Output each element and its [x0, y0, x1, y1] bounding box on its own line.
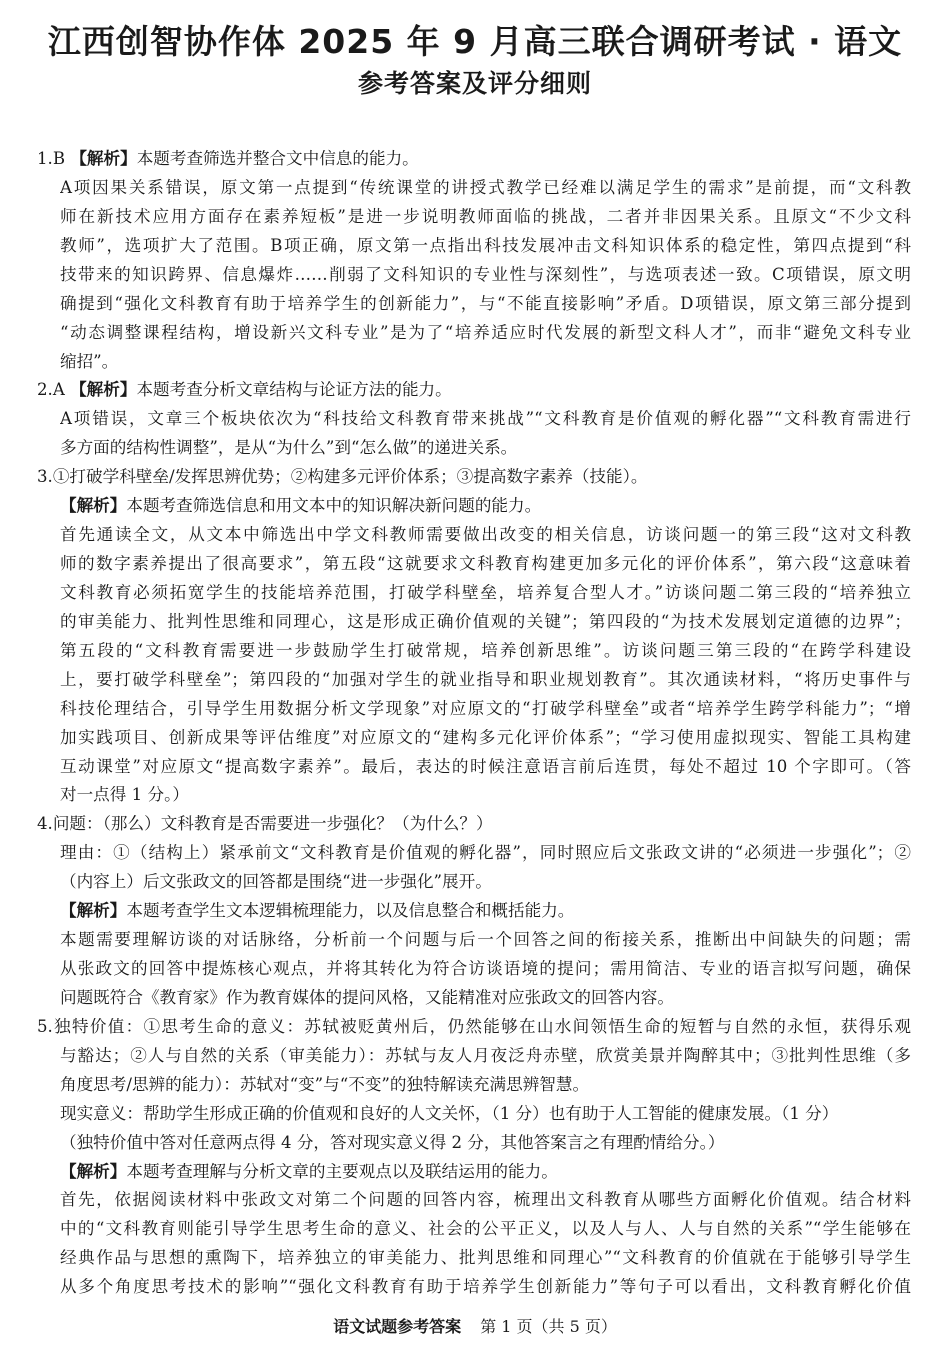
item-number: 5. — [37, 1016, 53, 1036]
text-line — [60, 433, 911, 462]
analysis-tag: 【解析】 — [70, 149, 137, 168]
line-text: 从张政文的回答中提炼核心观点，并将其转化为符合访谈语境的提问；需用简洁、专业的语言拟写问题，确保 — [60, 959, 911, 979]
line-text: （独特价值中答对任意两点得 4 分，答对现实意义得 2 分，其他答案言之有理酌情给分。） — [60, 1132, 725, 1152]
line-text: 理由：①（结构上）紧承前文“文科教育是价值观的孵化器”，同时照应后文张政文讲的“必须进一步强化”；② — [60, 843, 911, 863]
line-text: 中的“文科教育则能引导学生思考生命的意义、社会的公平正义，以及人与人、人与自然的关系”“学生能够在 — [60, 1219, 911, 1239]
text-line — [60, 1099, 911, 1128]
text-line — [60, 1243, 911, 1272]
line-text: 师的数字素养提出了很高要求”，第五段“这就要求文科教育构建更加多元化的评价体系”，第六段“这意味着 — [60, 554, 911, 574]
text-line — [60, 202, 911, 231]
text-line — [60, 983, 911, 1012]
line-text: 问题：（那么）文科教育是否需要进一步强化？（为什么？） — [52, 814, 493, 834]
item-number: 3. — [37, 467, 53, 487]
text-line — [60, 491, 911, 520]
line-text: 现实意义：帮助学生形成正确的价值观和良好的人文关怀，（1 分）也有助于人工智能的健康发展。（1 分） — [60, 1103, 839, 1123]
text-line — [60, 665, 911, 694]
text-line — [37, 1012, 911, 1041]
footer-page-number: 第 1 页（共 5 页） — [480, 1317, 617, 1336]
line-text: ①打破学科壁垒/发挥思辨优势；②构建多元评价体系；③提高数字素养（技能）。 — [52, 467, 648, 487]
line-text: 角度思考/思辨的能力）：苏轼对“变”与“不变”的独特解读充满思辨智慧。 — [60, 1074, 590, 1094]
text-line — [37, 144, 911, 173]
line-text: 经典作品与思想的熏陶下，培养独立的审美能力、批判思维和同理心”“文科教育的价值就在于能够引导学生 — [60, 1248, 911, 1268]
text-line — [60, 752, 911, 781]
analysis-tag: 【解析】 — [70, 380, 137, 400]
document-title: 江西创智协作体 2025 年 9 月高三联合调研考试 · 语文 — [47, 22, 903, 61]
text-line — [60, 173, 911, 202]
text-line — [60, 578, 911, 607]
line-text: 文科教育必须拓宽学生的技能培养范围，打破学科壁垒，培养复合型人才。”访谈问题二第三段的“培养独立 — [60, 582, 911, 602]
text-line — [60, 1157, 911, 1186]
text-line — [60, 1185, 911, 1214]
line-text: 与豁达；②人与自然的关系（审美能力）：苏轼与友人月夜泛舟赤壁，欣赏美景并陶醉其中；③批判性思维（多 — [60, 1045, 911, 1065]
text-line — [60, 896, 911, 925]
line-text: 本题考查筛选并整合文中信息的能力。 — [136, 149, 419, 168]
line-text: 缩招”。 — [60, 351, 119, 371]
footer-doc-name: 语文试题参考答案 — [333, 1317, 462, 1336]
text-line — [60, 260, 911, 289]
page-footer — [0, 1314, 950, 1337]
text-line — [60, 289, 911, 318]
line-text: 对一点得 1 分。） — [60, 785, 189, 805]
line-text: “动态调整课程结构，增设新兴文科专业”是为了“培养适应时代发展的新型文科人才”，而非“避免文科专业 — [60, 322, 911, 342]
text-line — [60, 520, 911, 549]
line-text: 确提到“强化文科教育有助于培养学生的创新能力”，与“不能直接影响”矛盾。D项错误，原文第三部分提到 — [60, 293, 911, 313]
line-text: 第五段的“文科教育需要进一步鼓励学生打破常规，培养创新思维”。访谈问题三第三段的“在跨学科建设 — [60, 640, 911, 660]
line-text: A项错误，文章三个板块依次为“科技给文科教育带来挑战”“文科教育是价值观的孵化器”“文科教育需进行 — [60, 409, 911, 429]
text-line — [60, 404, 911, 433]
item-number: 4. — [37, 814, 53, 834]
text-line — [60, 1041, 911, 1070]
line-text: 教师”，选项扩大了范围。B项正确，原文第一点指出科技发展冲击文科知识体系的稳定性，第四点提到“科 — [60, 235, 911, 255]
text-line — [37, 809, 911, 838]
text-line — [60, 318, 911, 347]
text-line — [60, 780, 911, 809]
text-line — [60, 231, 911, 260]
item-number: 2.A — [37, 380, 71, 400]
text-line — [60, 838, 911, 867]
text-line — [60, 636, 911, 665]
document-subtitle: 参考答案及评分细则 — [357, 69, 592, 98]
line-text: A项因果关系错误，原文第一点提到“传统课堂的讲授式教学已经难以满足学生的需求”是前提，而“文科教 — [60, 177, 911, 197]
text-line — [60, 1272, 911, 1301]
text-line — [37, 375, 911, 404]
text-line — [60, 1214, 911, 1243]
line-text: 本题考查筛选信息和用文本中的知识解决新问题的能力。 — [126, 496, 542, 516]
text-line — [60, 954, 911, 983]
text-line — [37, 462, 911, 491]
line-text: 科技伦理结合，引导学生用数据分析文学现象”对应原文的“打破学科壁垒”或者“培养学生跨学科能力”；“增 — [60, 698, 911, 718]
analysis-tag: 【解析】 — [60, 901, 127, 921]
line-text: 本题考查分析文章结构与论证方法的能力。 — [136, 380, 452, 400]
text-line — [60, 607, 911, 636]
line-text: 师在新技术应用方面存在素养短板”是进一步说明教师面临的挑战，二者并非因果关系。且原文“不少文科 — [60, 206, 911, 226]
text-line — [60, 867, 911, 896]
line-text: 技带来的知识跨界、信息爆炸……削弱了文科知识的专业性与深刻性”，与选项表述一致。C项错误，原文明 — [60, 264, 911, 284]
text-line — [60, 1070, 911, 1099]
analysis-tag: 【解析】 — [60, 496, 127, 516]
text-line — [60, 723, 911, 752]
item-number: 1.B — [37, 149, 71, 168]
line-text: 的审美能力、批判性思维和同理心，这是形成正确价值观的关键”；第四段的“为技术发展划定道德的边界”； — [60, 611, 911, 631]
text-line — [60, 347, 911, 376]
line-text: 多方面的结构性调整”，是从“为什么”到“怎么做”的递进关系。 — [60, 438, 518, 458]
line-text: 从多个角度思考技术的影响”“强化文科教育有助于培养学生创新能力”等句子可以看出，文科教育孵化价值 — [60, 1277, 911, 1297]
text-line — [60, 694, 911, 723]
line-text: 互动课堂”对应原文“提高数字素养”。最后，表达的时候注意语言前后连贯，每处不超过 10 个字即可。（答 — [60, 756, 911, 776]
line-text: （内容上）后文张政文的回答都是围绕“进一步强化”展开。 — [60, 872, 492, 892]
line-text: 加实践项目、创新成果等评估维度”对应原文的“建构多元化评价体系”；“学习使用虚拟现实、智能工具构建 — [60, 727, 911, 747]
line-text: 独特价值：①思考生命的意义：苏轼被贬黄州后，仍然能够在山水间领悟生命的短暂与自然的永恒，获得乐观 — [52, 1016, 911, 1036]
text-line — [60, 925, 911, 954]
text-line — [60, 1128, 911, 1157]
line-text: 首先通读全文，从文本中筛选出中学文科教师需要做出改变的相关信息，访谈问题一的第三段“这对文科教 — [60, 525, 911, 545]
line-text: 本题考查学生文本逻辑梳理能力，以及信息整合和概括能力。 — [126, 901, 575, 921]
line-text: 上，要打破学科壁垒”；第四段的“加强对学生的就业指导和职业规划教育”。其次通读材料，“将历史事件与 — [60, 669, 911, 689]
line-text: 本题需要理解访谈的对话脉络，分析前一个问题与后一个回答之间的衔接关系，推断出中间缺失的问题；需 — [60, 930, 911, 950]
text-line — [60, 549, 911, 578]
line-text: 首先，依据阅读材料中张政文对第二个问题的回答内容，梳理出文科教育从哪些方面孵化价值观。结合材料 — [60, 1190, 911, 1210]
analysis-tag: 【解析】 — [60, 1161, 127, 1181]
line-text: 问题既符合《教育家》作为教育媒体的提问风格，又能精准对应张政文的回答内容。 — [60, 987, 674, 1007]
line-text: 本题考查理解与分析文章的主要观点以及联结运用的能力。 — [126, 1161, 558, 1181]
